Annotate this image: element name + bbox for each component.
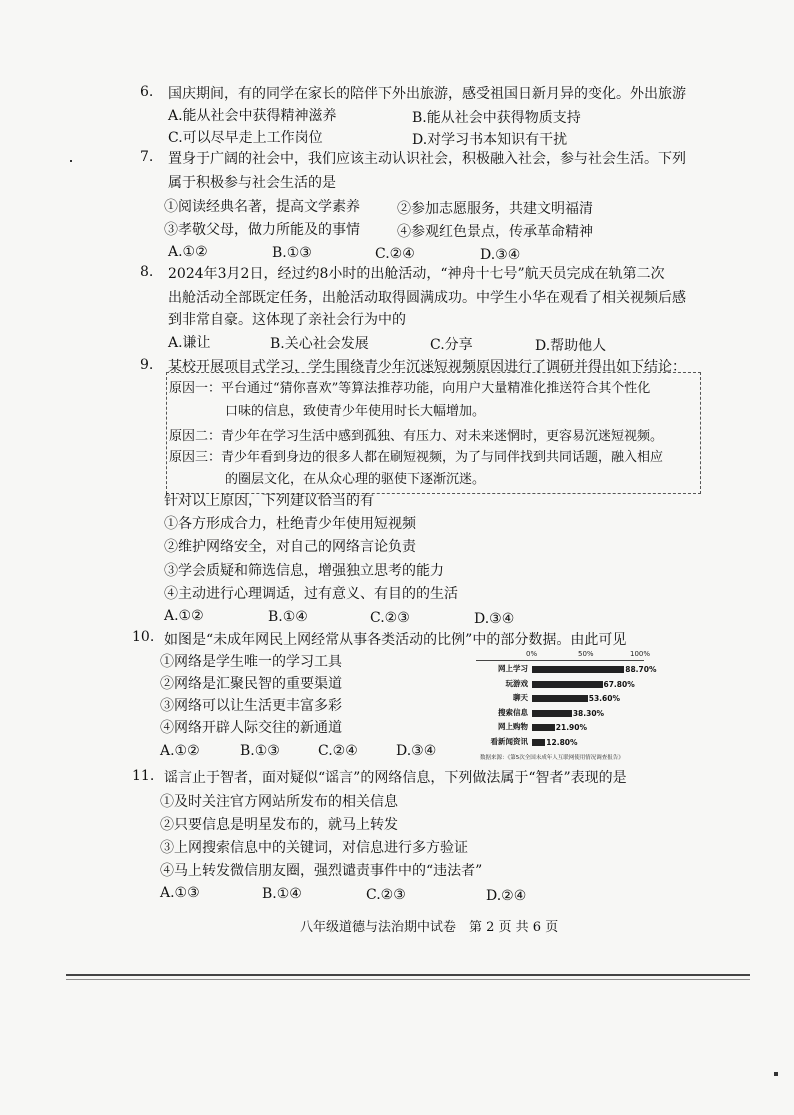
q7-option-b: B.①③ xyxy=(272,245,312,261)
q7-stem-line1: 置身于广阔的社会中，我们应该主动认识社会，积极融入社会，参与社会生活。下列 xyxy=(168,151,686,167)
q9-statement-2: ②维护网络安全，对自己的网络言论负责 xyxy=(164,539,416,555)
q9-option-c: C.②③ xyxy=(370,610,410,626)
q9-statement-4: ④主动进行心理调适，过有意义、有目的的生活 xyxy=(164,586,458,602)
q11-number: 11. xyxy=(132,768,155,784)
q10-statement-3: ③网络可以让生活更丰富多彩 xyxy=(160,698,342,714)
q10-statement-4: ④网络开辟人际交往的新通道 xyxy=(160,720,342,736)
q8-stem-line3: 到非常自豪。这体现了亲社会行为中的 xyxy=(168,312,406,328)
q9-option-d: D.③④ xyxy=(474,611,515,627)
q8-stem-line1: 2024年3月2日，经过约8小时的出舱活动，“神舟十七号”航天员完成在轨第二次 xyxy=(168,266,665,282)
q7-statement-4: ④参观红色景点，传承革命精神 xyxy=(397,224,593,240)
q7-statement-1: ①阅读经典名著，提高文学素养 xyxy=(164,199,360,215)
q8-option-b: B.关心社会发展 xyxy=(270,336,369,352)
chart-bar-row xyxy=(476,692,644,706)
chart-plot-area xyxy=(476,660,657,751)
q10-statement-2: ②网络是汇聚民智的重要渠道 xyxy=(160,676,342,692)
chart-bar xyxy=(532,710,572,717)
chart-category-label: 搜索信息 xyxy=(498,707,528,717)
scan-speck-corner xyxy=(774,1072,778,1076)
q7-option-d: D.③④ xyxy=(480,247,521,263)
q11-option-b: B.①④ xyxy=(262,886,302,902)
q11-option-d: D.②④ xyxy=(486,888,527,904)
q9-stem: 某校开展项目式学习，学生围绕青少年沉迷短视频原因进行了调研并得出如下结论： xyxy=(168,359,686,375)
q10-option-a: A.①② xyxy=(160,743,200,759)
q10-option-b: B.①③ xyxy=(240,743,280,759)
chart-bar xyxy=(532,681,603,688)
q11-option-c: C.②③ xyxy=(366,887,406,903)
chart-bar xyxy=(532,739,545,746)
chart-category-label: 网上学习 xyxy=(498,664,528,673)
chart-category-label: 玩游戏 xyxy=(505,678,528,688)
chart-bar xyxy=(532,724,555,731)
scan-speck xyxy=(70,160,72,162)
q8-option-c: C.分享 xyxy=(430,337,473,353)
q11-option-a: A.①③ xyxy=(160,885,200,901)
q9-statement-1: ①各方形成合力，杜绝青少年使用短视频 xyxy=(164,516,416,532)
bottom-rule-thin xyxy=(66,979,750,980)
chart-category-label: 聊天 xyxy=(513,693,528,702)
chart-tick-label: 0% xyxy=(526,650,538,658)
q7-stem-line2: 属于积极参与社会生活的是 xyxy=(168,175,336,191)
q8-option-a: A.谦让 xyxy=(168,335,211,351)
q7-option-a: A.①② xyxy=(168,244,208,260)
chart-bar-row xyxy=(476,736,644,750)
page-footer: 八年级道德与法治期中试卷 第 2 页 共 6 页 xyxy=(300,920,559,935)
q9-question: 针对以上原因，下列建议恰当的有 xyxy=(164,493,374,509)
activity-bar-chart xyxy=(476,650,657,768)
q9-reasons-box xyxy=(166,372,701,494)
q7-statement-3: ③孝敬父母，做力所能及的事情 xyxy=(164,222,360,238)
q6-option-d: D.对学习书本知识有干扰 xyxy=(412,132,568,148)
q6-number: 6. xyxy=(140,84,154,100)
q10-number: 10. xyxy=(132,629,155,645)
chart-bar xyxy=(532,695,588,702)
chart-value-label: 53.60% xyxy=(588,694,620,703)
chart-value-label: 21.90% xyxy=(555,723,588,732)
q9-reason-1-line1: 原因一：平台通过“猜你喜欢”等算法推荐功能，向用户大量精准化推送符合其个性化 xyxy=(169,381,651,396)
chart-bar-row xyxy=(476,721,644,735)
q9-option-a: A.①② xyxy=(164,608,204,624)
q11-statement-1: ①及时关注官方网站所发布的相关信息 xyxy=(160,794,398,810)
q9-reason-2: 原因二：青少年在学习生活中感到孤独、有压力、对未来迷惘时，更容易沉迷短视频。 xyxy=(169,429,664,444)
chart-bar-row xyxy=(476,663,657,677)
chart-source-note: 数据来源：《第5次全国未成年人互联网使用情况调查报告》 xyxy=(480,755,624,761)
q6-option-c: C.可以尽早走上工作岗位 xyxy=(168,130,323,146)
q9-reason-3-line2: 的圈层文化，在从众心理的驱使下逐渐沉迷。 xyxy=(225,472,486,487)
q7-option-c: C.②④ xyxy=(375,246,415,262)
q10-option-d: D.③④ xyxy=(396,743,437,759)
q10-option-c: C.②④ xyxy=(318,743,358,759)
chart-bar-row xyxy=(476,678,644,692)
q9-reason-1-line2: 口味的信息，致使青少年使用时长大幅增加。 xyxy=(225,404,486,419)
q8-number: 8. xyxy=(140,264,154,280)
chart-tick-label: 50% xyxy=(578,650,594,658)
chart-value-label: 38.30% xyxy=(572,708,605,718)
q11-stem: 谣言止于智者，面对疑似“谣言”的网络信息，下列做法属于“智者”表现的是 xyxy=(164,770,627,786)
q11-statement-2: ②只要信息是明星发布的，就马上转发 xyxy=(160,817,398,833)
chart-bar xyxy=(532,666,624,673)
q9-number: 9. xyxy=(140,357,154,373)
chart-value-label: 88.70% xyxy=(625,665,657,674)
q10-stem: 如图是“未成年网民上网经常从事各类活动的比例”中的部分数据。由此可见 xyxy=(164,632,627,648)
q10-statement-1: ①网络是学生唯一的学习工具 xyxy=(160,654,342,670)
q9-reason-3-line1: 原因三：青少年看到身边的很多人都在刷短视频，为了与同伴找到共同话题，融入相应 xyxy=(169,450,664,465)
q8-option-d: D.帮助他人 xyxy=(535,338,607,354)
q9-statement-3: ③学会质疑和筛选信息，增强独立思考的能力 xyxy=(164,563,444,579)
q6-option-b: B.能从社会中获得物质支持 xyxy=(412,110,581,126)
chart-bar-row xyxy=(476,707,644,721)
q6-stem: 国庆期间，有的同学在家长的陪伴下外出旅游，感受祖国日新月异的变化。外出旅游 xyxy=(168,86,686,102)
chart-value-label: 12.80% xyxy=(546,737,578,747)
q6-option-a: A.能从社会中获得精神滋养 xyxy=(168,108,337,124)
chart-category-label: 看新闻资讯 xyxy=(490,736,528,746)
q7-statement-2: ②参加志愿服务，共建文明福清 xyxy=(397,201,593,217)
chart-value-label: 67.80% xyxy=(603,679,635,689)
chart-tick-label: 100% xyxy=(630,650,651,658)
q7-number: 7. xyxy=(140,149,154,165)
q9-option-b: B.①④ xyxy=(268,609,308,625)
bottom-rule xyxy=(66,974,750,976)
q8-stem-line2: 出舱活动全部既定任务，出舱活动取得圆满成功。中学生小华在观看了相关视频后感 xyxy=(168,290,686,306)
q11-statement-3: ③上网搜索信息中的关键词，对信息进行多方验证 xyxy=(160,840,468,856)
chart-category-label: 网上购物 xyxy=(498,722,528,731)
q11-statement-4: ④马上转发微信朋友圈，强烈谴责事件中的“违法者” xyxy=(160,863,483,879)
